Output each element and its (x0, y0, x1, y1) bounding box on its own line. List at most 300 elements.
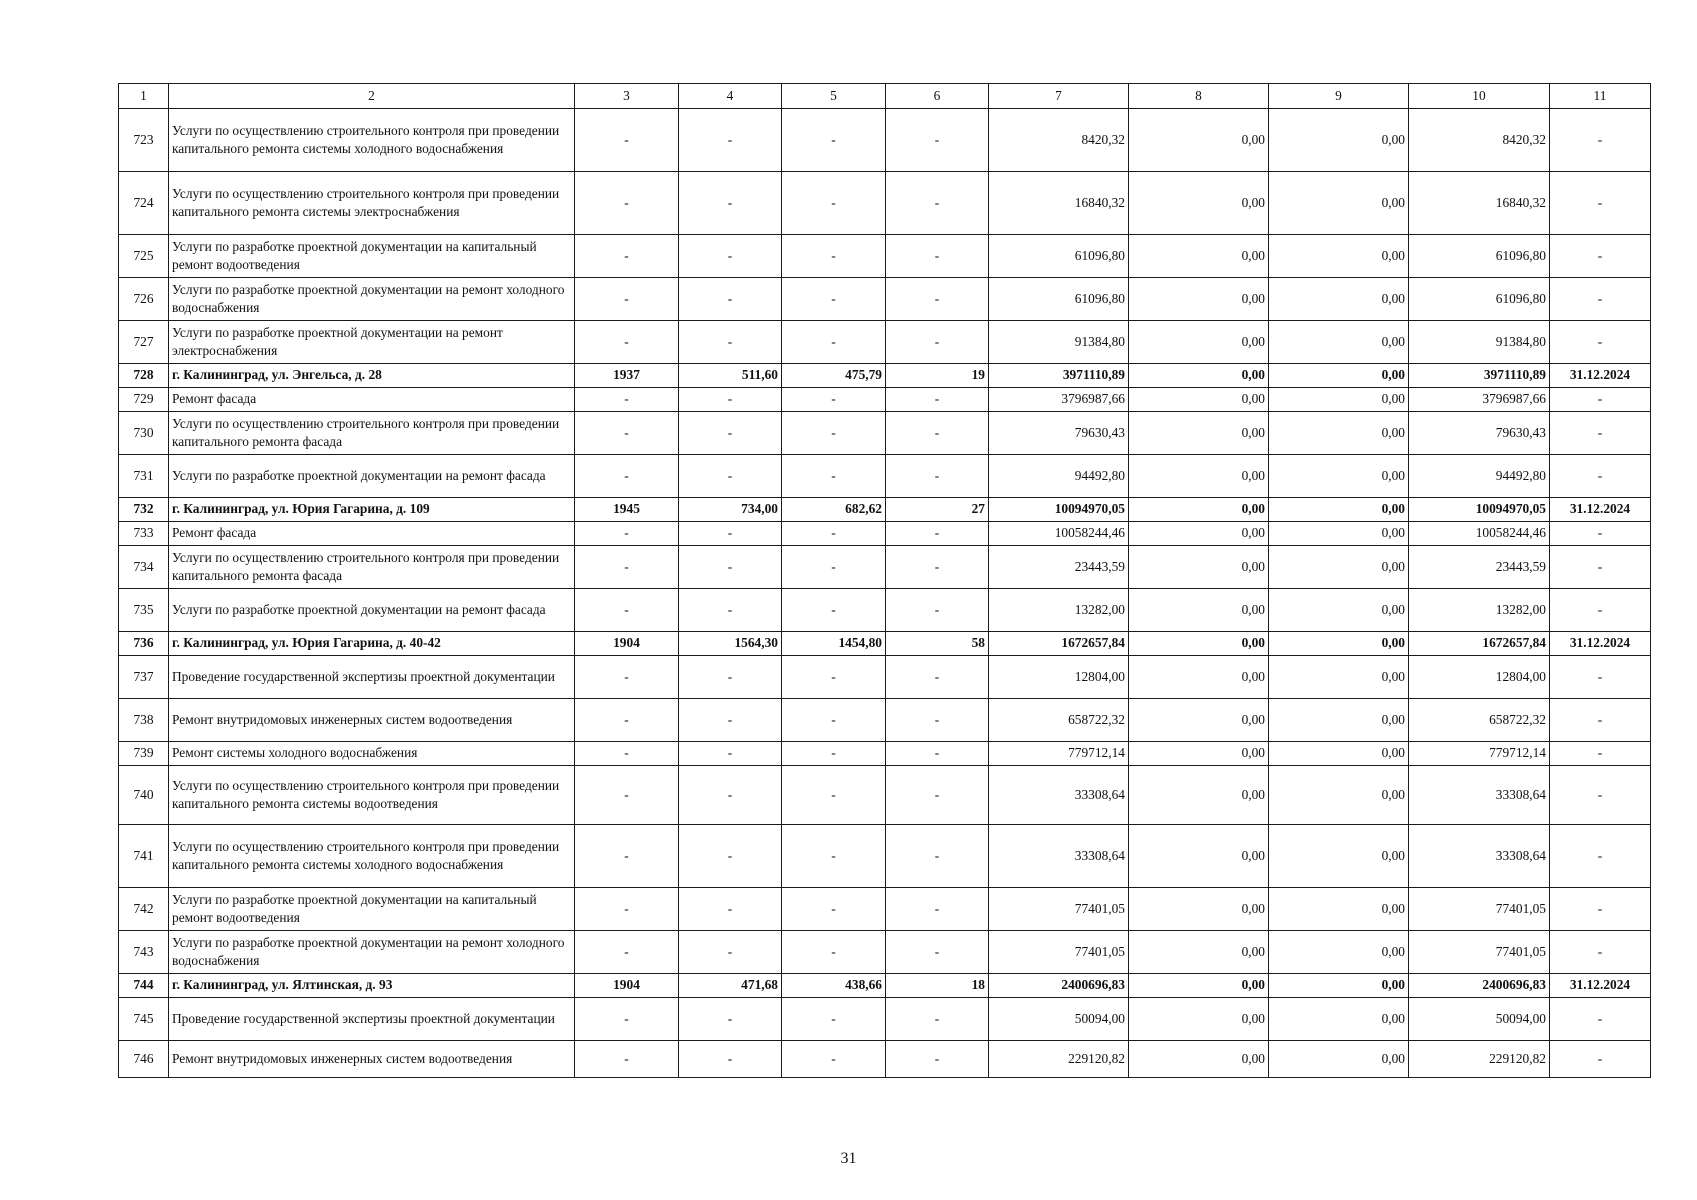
area-living-cell: - (782, 825, 886, 888)
year-cell: - (575, 589, 679, 632)
cost-col9-cell: 0,00 (1269, 589, 1409, 632)
year-cell: - (575, 172, 679, 235)
cost-col9-cell: 0,00 (1269, 1041, 1409, 1078)
cost-col10-cell: 77401,05 (1409, 888, 1550, 931)
residents-cell: 27 (886, 498, 989, 522)
deadline-cell: 31.12.2024 (1550, 632, 1651, 656)
year-cell: - (575, 546, 679, 589)
area-living-cell: - (782, 699, 886, 742)
year-cell: - (575, 699, 679, 742)
cost-col9-cell: 0,00 (1269, 109, 1409, 172)
cost-col8-cell: 0,00 (1129, 888, 1269, 931)
cost-col10-cell: 3796987,66 (1409, 388, 1550, 412)
area-living-cell: - (782, 888, 886, 931)
row-name-cell: Ремонт фасада (169, 522, 575, 546)
row-number-cell: 746 (119, 1041, 169, 1078)
area-total-cell: - (679, 825, 782, 888)
table-row (119, 172, 1651, 235)
column-number-header: 4 (679, 84, 782, 109)
table-row (119, 589, 1651, 632)
cost-col9-cell: 0,00 (1269, 742, 1409, 766)
register-table (118, 83, 1651, 1078)
table-row (119, 931, 1651, 974)
area-total-cell: - (679, 172, 782, 235)
page-number: 31 (840, 1150, 857, 1167)
cost-col9-cell: 0,00 (1269, 388, 1409, 412)
row-name-cell: Проведение государственной экспертизы проектной документации (169, 998, 575, 1041)
cost-col8-cell: 0,00 (1129, 388, 1269, 412)
cost-col9-cell: 0,00 (1269, 766, 1409, 825)
cost-total-cell: 13282,00 (989, 589, 1129, 632)
row-name-cell: Услуги по осуществлению строительного контроля при проведении капитального ремонта фасада (169, 412, 575, 455)
area-total-cell: - (679, 888, 782, 931)
residents-cell: - (886, 546, 989, 589)
area-living-cell: - (782, 235, 886, 278)
row-number-cell: 742 (119, 888, 169, 931)
area-total-cell: - (679, 388, 782, 412)
year-cell: - (575, 931, 679, 974)
area-total-cell: - (679, 931, 782, 974)
column-number-header: 3 (575, 84, 679, 109)
cost-col9-cell: 0,00 (1269, 888, 1409, 931)
cost-total-cell: 33308,64 (989, 766, 1129, 825)
cost-col8-cell: 0,00 (1129, 522, 1269, 546)
row-number-cell: 732 (119, 498, 169, 522)
residents-cell: - (886, 455, 989, 498)
cost-col10-cell: 3971110,89 (1409, 364, 1550, 388)
table-row (119, 825, 1651, 888)
cost-col9-cell: 0,00 (1269, 656, 1409, 699)
residents-cell: - (886, 388, 989, 412)
year-cell: - (575, 998, 679, 1041)
area-total-cell: - (679, 235, 782, 278)
cost-total-cell: 91384,80 (989, 321, 1129, 364)
area-living-cell: - (782, 998, 886, 1041)
cost-col9-cell: 0,00 (1269, 632, 1409, 656)
cost-col10-cell: 16840,32 (1409, 172, 1550, 235)
deadline-cell: - (1550, 109, 1651, 172)
cost-col8-cell: 0,00 (1129, 546, 1269, 589)
row-number-cell: 723 (119, 109, 169, 172)
cost-total-cell: 61096,80 (989, 235, 1129, 278)
cost-total-cell: 3971110,89 (989, 364, 1129, 388)
area-living-cell: 682,62 (782, 498, 886, 522)
area-total-cell: 511,60 (679, 364, 782, 388)
cost-col9-cell: 0,00 (1269, 998, 1409, 1041)
cost-total-cell: 658722,32 (989, 699, 1129, 742)
area-total-cell: - (679, 109, 782, 172)
table-row (119, 109, 1651, 172)
cost-col8-cell: 0,00 (1129, 998, 1269, 1041)
column-number-header: 9 (1269, 84, 1409, 109)
table-row (119, 998, 1651, 1041)
table-row (119, 235, 1651, 278)
cost-col9-cell: 0,00 (1269, 931, 1409, 974)
row-name-cell: Услуги по осуществлению строительного контроля при проведении капитального ремонта фасада (169, 546, 575, 589)
area-total-cell: 1564,30 (679, 632, 782, 656)
cost-col8-cell: 0,00 (1129, 742, 1269, 766)
row-name-cell: Услуги по разработке проектной документации на ремонт электроснабжения (169, 321, 575, 364)
cost-total-cell: 10094970,05 (989, 498, 1129, 522)
row-name-cell: Услуги по разработке проектной документации на ремонт фасада (169, 455, 575, 498)
cost-col9-cell: 0,00 (1269, 974, 1409, 998)
row-name-cell: г. Калининград, ул. Юрия Гагарина, д. 40-42 (169, 632, 575, 656)
residents-cell: 58 (886, 632, 989, 656)
deadline-cell: - (1550, 931, 1651, 974)
cost-col8-cell: 0,00 (1129, 699, 1269, 742)
cost-col10-cell: 23443,59 (1409, 546, 1550, 589)
area-total-cell: - (679, 742, 782, 766)
area-total-cell: - (679, 522, 782, 546)
cost-col9-cell: 0,00 (1269, 699, 1409, 742)
cost-total-cell: 229120,82 (989, 1041, 1129, 1078)
residents-cell: - (886, 699, 989, 742)
year-cell: - (575, 766, 679, 825)
table-row (119, 766, 1651, 825)
residents-cell: - (886, 766, 989, 825)
column-number-header: 7 (989, 84, 1129, 109)
area-total-cell: - (679, 656, 782, 699)
cost-col10-cell: 229120,82 (1409, 1041, 1550, 1078)
area-total-cell: - (679, 998, 782, 1041)
cost-total-cell: 16840,32 (989, 172, 1129, 235)
area-total-cell: - (679, 321, 782, 364)
area-total-cell: - (679, 699, 782, 742)
deadline-cell: - (1550, 656, 1651, 699)
area-total-cell: - (679, 546, 782, 589)
deadline-cell: - (1550, 589, 1651, 632)
residents-cell: - (886, 172, 989, 235)
cost-col8-cell: 0,00 (1129, 974, 1269, 998)
row-number-cell: 730 (119, 412, 169, 455)
year-cell: - (575, 656, 679, 699)
row-number-cell: 731 (119, 455, 169, 498)
residents-cell: - (886, 1041, 989, 1078)
cost-col10-cell: 10094970,05 (1409, 498, 1550, 522)
cost-col10-cell: 10058244,46 (1409, 522, 1550, 546)
cost-total-cell: 77401,05 (989, 931, 1129, 974)
year-cell: - (575, 742, 679, 766)
row-name-cell: Услуги по осуществлению строительного контроля при проведении капитального ремонта системы холодного водоснабжения (169, 109, 575, 172)
area-total-cell: - (679, 1041, 782, 1078)
cost-col8-cell: 0,00 (1129, 656, 1269, 699)
table-row (119, 1041, 1651, 1078)
row-number-cell: 736 (119, 632, 169, 656)
cost-col10-cell: 13282,00 (1409, 589, 1550, 632)
cost-col9-cell: 0,00 (1269, 546, 1409, 589)
cost-col8-cell: 0,00 (1129, 589, 1269, 632)
area-living-cell: - (782, 931, 886, 974)
row-name-cell: Услуги по осуществлению строительного контроля при проведении капитального ремонта системы электроснабжения (169, 172, 575, 235)
area-living-cell: - (782, 172, 886, 235)
row-name-cell: Услуги по разработке проектной документации на ремонт холодного водоснабжения (169, 278, 575, 321)
residents-cell: - (886, 825, 989, 888)
area-total-cell: - (679, 455, 782, 498)
cost-col8-cell: 0,00 (1129, 321, 1269, 364)
address-row (119, 974, 1651, 998)
cost-col8-cell: 0,00 (1129, 931, 1269, 974)
cost-col10-cell: 94492,80 (1409, 455, 1550, 498)
row-number-cell: 724 (119, 172, 169, 235)
residents-cell: - (886, 412, 989, 455)
cost-col8-cell: 0,00 (1129, 825, 1269, 888)
row-number-cell: 733 (119, 522, 169, 546)
area-living-cell: - (782, 1041, 886, 1078)
table-body (119, 109, 1651, 1078)
year-cell: - (575, 412, 679, 455)
area-living-cell: - (782, 656, 886, 699)
cost-col8-cell: 0,00 (1129, 632, 1269, 656)
table-row (119, 742, 1651, 766)
residents-cell: - (886, 742, 989, 766)
cost-total-cell: 12804,00 (989, 656, 1129, 699)
cost-col8-cell: 0,00 (1129, 1041, 1269, 1078)
row-number-cell: 735 (119, 589, 169, 632)
row-number-cell: 725 (119, 235, 169, 278)
table-row (119, 455, 1651, 498)
area-living-cell: - (782, 412, 886, 455)
cost-col8-cell: 0,00 (1129, 278, 1269, 321)
cost-col10-cell: 1672657,84 (1409, 632, 1550, 656)
row-number-cell: 727 (119, 321, 169, 364)
cost-col8-cell: 0,00 (1129, 364, 1269, 388)
column-number-header: 5 (782, 84, 886, 109)
table-row (119, 278, 1651, 321)
area-total-cell: 734,00 (679, 498, 782, 522)
area-living-cell: - (782, 109, 886, 172)
row-number-cell: 729 (119, 388, 169, 412)
cost-col10-cell: 61096,80 (1409, 235, 1550, 278)
year-cell: - (575, 888, 679, 931)
cost-total-cell: 77401,05 (989, 888, 1129, 931)
deadline-cell: - (1550, 998, 1651, 1041)
column-number-header-row (119, 84, 1651, 109)
row-number-cell: 741 (119, 825, 169, 888)
area-living-cell: - (782, 522, 886, 546)
row-name-cell: Услуги по разработке проектной документации на ремонт фасада (169, 589, 575, 632)
year-cell: - (575, 235, 679, 278)
year-cell: 1945 (575, 498, 679, 522)
year-cell: - (575, 455, 679, 498)
column-number-header: 2 (169, 84, 575, 109)
table-row (119, 522, 1651, 546)
table-row (119, 546, 1651, 589)
cost-col10-cell: 12804,00 (1409, 656, 1550, 699)
address-row (119, 364, 1651, 388)
residents-cell: - (886, 278, 989, 321)
cost-col9-cell: 0,00 (1269, 278, 1409, 321)
deadline-cell: - (1550, 388, 1651, 412)
residents-cell: - (886, 931, 989, 974)
cost-col8-cell: 0,00 (1129, 455, 1269, 498)
row-name-cell: Проведение государственной экспертизы проектной документации (169, 656, 575, 699)
row-number-cell: 726 (119, 278, 169, 321)
year-cell: - (575, 109, 679, 172)
cost-col10-cell: 77401,05 (1409, 931, 1550, 974)
residents-cell: - (886, 321, 989, 364)
year-cell: - (575, 1041, 679, 1078)
deadline-cell: - (1550, 825, 1651, 888)
column-number-header: 8 (1129, 84, 1269, 109)
deadline-cell: - (1550, 321, 1651, 364)
table-row (119, 888, 1651, 931)
deadline-cell: - (1550, 172, 1651, 235)
row-name-cell: г. Калининград, ул. Ялтинская, д. 93 (169, 974, 575, 998)
area-total-cell: - (679, 766, 782, 825)
row-name-cell: г. Калининград, ул. Энгельса, д. 28 (169, 364, 575, 388)
address-row (119, 632, 1651, 656)
deadline-cell: - (1550, 522, 1651, 546)
cost-total-cell: 2400696,83 (989, 974, 1129, 998)
row-name-cell: Ремонт внутридомовых инженерных систем водоотведения (169, 1041, 575, 1078)
column-number-header: 6 (886, 84, 989, 109)
cost-total-cell: 94492,80 (989, 455, 1129, 498)
row-name-cell: Услуги по осуществлению строительного контроля при проведении капитального ремонта системы водоотведения (169, 766, 575, 825)
deadline-cell: - (1550, 412, 1651, 455)
area-living-cell: - (782, 742, 886, 766)
area-total-cell: - (679, 278, 782, 321)
row-name-cell: г. Калининград, ул. Юрия Гагарина, д. 109 (169, 498, 575, 522)
cost-total-cell: 779712,14 (989, 742, 1129, 766)
column-number-header: 11 (1550, 84, 1651, 109)
residents-cell: - (886, 998, 989, 1041)
address-row (119, 498, 1651, 522)
cost-col9-cell: 0,00 (1269, 455, 1409, 498)
row-number-cell: 740 (119, 766, 169, 825)
deadline-cell: - (1550, 546, 1651, 589)
table-row (119, 412, 1651, 455)
area-living-cell: - (782, 766, 886, 825)
deadline-cell: - (1550, 888, 1651, 931)
cost-total-cell: 8420,32 (989, 109, 1129, 172)
area-living-cell: - (782, 589, 886, 632)
table-row (119, 699, 1651, 742)
residents-cell: - (886, 589, 989, 632)
deadline-cell: 31.12.2024 (1550, 364, 1651, 388)
cost-col10-cell: 33308,64 (1409, 825, 1550, 888)
cost-col9-cell: 0,00 (1269, 321, 1409, 364)
row-name-cell: Ремонт внутридомовых инженерных систем водоотведения (169, 699, 575, 742)
year-cell: 1937 (575, 364, 679, 388)
table-row (119, 656, 1651, 699)
area-living-cell: - (782, 278, 886, 321)
cost-col9-cell: 0,00 (1269, 412, 1409, 455)
residents-cell: - (886, 888, 989, 931)
row-number-cell: 739 (119, 742, 169, 766)
area-living-cell: 438,66 (782, 974, 886, 998)
register-table-container (118, 83, 1650, 1078)
row-name-cell: Ремонт фасада (169, 388, 575, 412)
cost-col10-cell: 91384,80 (1409, 321, 1550, 364)
residents-cell: - (886, 656, 989, 699)
residents-cell: - (886, 109, 989, 172)
deadline-cell: - (1550, 278, 1651, 321)
cost-col8-cell: 0,00 (1129, 109, 1269, 172)
area-living-cell: - (782, 455, 886, 498)
area-living-cell: - (782, 546, 886, 589)
deadline-cell: 31.12.2024 (1550, 498, 1651, 522)
row-name-cell: Услуги по осуществлению строительного контроля при проведении капитального ремонта системы холодного водоснабжения (169, 825, 575, 888)
area-living-cell: 475,79 (782, 364, 886, 388)
row-number-cell: 745 (119, 998, 169, 1041)
year-cell: - (575, 522, 679, 546)
cost-col9-cell: 0,00 (1269, 522, 1409, 546)
cost-col10-cell: 50094,00 (1409, 998, 1550, 1041)
cost-total-cell: 33308,64 (989, 825, 1129, 888)
row-number-cell: 738 (119, 699, 169, 742)
row-name-cell: Услуги по разработке проектной документации на капитальный ремонт водоотведения (169, 235, 575, 278)
residents-cell: 18 (886, 974, 989, 998)
area-total-cell: 471,68 (679, 974, 782, 998)
cost-col9-cell: 0,00 (1269, 825, 1409, 888)
cost-total-cell: 10058244,46 (989, 522, 1129, 546)
area-living-cell: - (782, 388, 886, 412)
cost-col9-cell: 0,00 (1269, 364, 1409, 388)
year-cell: 1904 (575, 974, 679, 998)
deadline-cell: - (1550, 766, 1651, 825)
residents-cell: - (886, 235, 989, 278)
cost-col9-cell: 0,00 (1269, 172, 1409, 235)
row-name-cell: Услуги по разработке проектной документации на капитальный ремонт водоотведения (169, 888, 575, 931)
deadline-cell: - (1550, 455, 1651, 498)
cost-total-cell: 23443,59 (989, 546, 1129, 589)
cost-col10-cell: 2400696,83 (1409, 974, 1550, 998)
cost-col10-cell: 33308,64 (1409, 766, 1550, 825)
deadline-cell: - (1550, 1041, 1651, 1078)
area-living-cell: - (782, 321, 886, 364)
cost-total-cell: 79630,43 (989, 412, 1129, 455)
cost-col8-cell: 0,00 (1129, 412, 1269, 455)
deadline-cell: - (1550, 699, 1651, 742)
cost-col10-cell: 779712,14 (1409, 742, 1550, 766)
cost-total-cell: 3796987,66 (989, 388, 1129, 412)
row-name-cell: Услуги по разработке проектной документации на ремонт холодного водоснабжения (169, 931, 575, 974)
table-row (119, 388, 1651, 412)
cost-col10-cell: 79630,43 (1409, 412, 1550, 455)
cost-col10-cell: 8420,32 (1409, 109, 1550, 172)
area-total-cell: - (679, 589, 782, 632)
cost-total-cell: 61096,80 (989, 278, 1129, 321)
year-cell: - (575, 278, 679, 321)
cost-col10-cell: 658722,32 (1409, 699, 1550, 742)
row-number-cell: 734 (119, 546, 169, 589)
row-number-cell: 728 (119, 364, 169, 388)
deadline-cell: - (1550, 235, 1651, 278)
cost-col8-cell: 0,00 (1129, 766, 1269, 825)
cost-total-cell: 50094,00 (989, 998, 1129, 1041)
residents-cell: 19 (886, 364, 989, 388)
area-living-cell: 1454,80 (782, 632, 886, 656)
column-number-header: 1 (119, 84, 169, 109)
column-number-header: 10 (1409, 84, 1550, 109)
cost-col10-cell: 61096,80 (1409, 278, 1550, 321)
cost-col8-cell: 0,00 (1129, 172, 1269, 235)
table-row (119, 321, 1651, 364)
year-cell: - (575, 388, 679, 412)
deadline-cell: 31.12.2024 (1550, 974, 1651, 998)
area-total-cell: - (679, 412, 782, 455)
year-cell: - (575, 825, 679, 888)
row-name-cell: Ремонт системы холодного водоснабжения (169, 742, 575, 766)
cost-col9-cell: 0,00 (1269, 235, 1409, 278)
row-number-cell: 743 (119, 931, 169, 974)
cost-total-cell: 1672657,84 (989, 632, 1129, 656)
residents-cell: - (886, 522, 989, 546)
deadline-cell: - (1550, 742, 1651, 766)
year-cell: 1904 (575, 632, 679, 656)
year-cell: - (575, 321, 679, 364)
cost-col8-cell: 0,00 (1129, 498, 1269, 522)
